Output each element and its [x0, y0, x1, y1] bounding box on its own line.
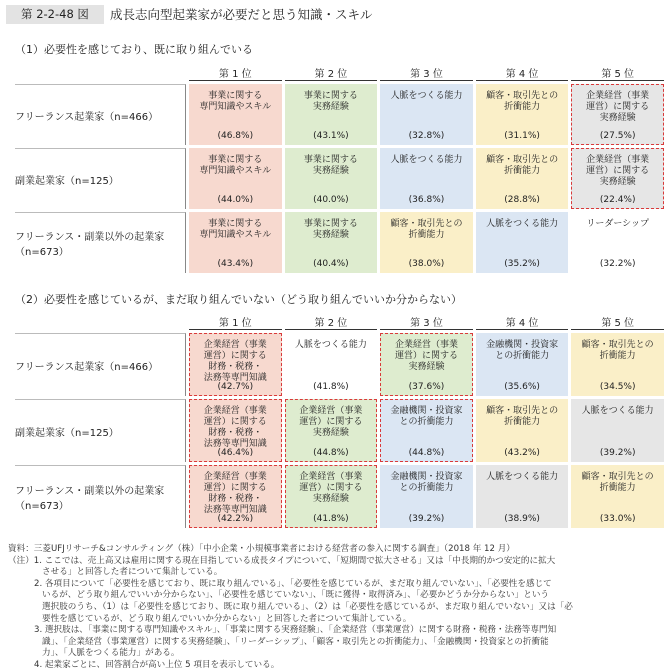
figure-title: 成長志向型起業家が必要だと思う知識・スキル [110, 7, 373, 22]
skill-cell [476, 333, 569, 396]
skill-percentage: (32.8%) [408, 131, 445, 141]
skill-percentage: (35.2%) [504, 259, 540, 269]
skill-cell [380, 148, 473, 209]
skill-percentage: (35.6%) [504, 382, 540, 392]
note-line: （注）1. ここでは、売上高又は雇用に関する現在目指している成長タイプについて、「短期間で拡大させる」又は「中長期的かつ安定的に拡大 [8, 555, 556, 566]
skill-cell [189, 212, 282, 273]
rank-header: 第 2 位 [285, 65, 378, 81]
rank-header: 第 4 位 [476, 314, 569, 330]
rank-header: 第 5 位 [571, 314, 664, 330]
skill-cell [285, 399, 378, 462]
rank-header: 第 1 位 [189, 314, 282, 330]
table-row [15, 333, 664, 396]
note-line: 2. 各項目について「必要性を感じており、既に取り組んでいる」、「必要性を感じているが、まだ取り組んでいない」、「必要性を感じて [34, 578, 552, 589]
skill-percentage: (39.2%) [408, 514, 445, 524]
skill-name: 企業経営（事業 運営）に関する 財務・税務・ 法務等専門知識 [203, 340, 267, 383]
skill-percentage: (40.0%) [313, 195, 349, 205]
skill-name: 人脈をつくる能力 [581, 406, 654, 416]
skill-cell [285, 333, 378, 396]
notes [8, 544, 663, 672]
skill-percentage: (31.1%) [504, 131, 540, 141]
skill-name: 人脈をつくる能力 [486, 472, 559, 482]
skill-percentage: (36.8%) [408, 195, 445, 205]
skill-percentage: (33.0%) [599, 514, 636, 524]
skill-name: 企業経営（事業 運営）に関する 財務・税務・ 法務等専門知識 [203, 406, 267, 449]
table-corner [15, 314, 186, 330]
skill-cell [476, 212, 569, 273]
skill-name: 金融機関・投資家 との折衝能力 [390, 406, 463, 427]
note-line: 要性を感じているが、どう取り組んでいいか分からない」と回答した者について集計している。 [42, 613, 412, 624]
row-label: フリーランス・副業以外の起業家 （n=673） [15, 465, 186, 528]
table-corner [15, 65, 186, 81]
skill-cell [189, 399, 282, 462]
skill-percentage: (38.0%) [408, 259, 445, 269]
skill-name: 企業経営（事業 運営）に関する 実務経験 [299, 406, 363, 438]
skill-cell [285, 465, 378, 528]
skill-cell [189, 333, 282, 396]
skill-percentage: (43.2%) [504, 448, 540, 458]
note-line: させる」と回答した者について集計している。 [42, 567, 223, 578]
skill-cell [380, 333, 473, 396]
skill-percentage: (44.8%) [408, 448, 445, 458]
skill-cell [476, 84, 569, 145]
note-line: 力」、「人脈をつくる能力」がある。 [42, 648, 180, 659]
skill-percentage: (41.8%) [313, 382, 349, 392]
skill-cell [380, 212, 473, 273]
section1-table [12, 62, 667, 276]
skill-percentage: (22.4%) [599, 195, 636, 205]
rank-header: 第 5 位 [571, 65, 664, 81]
skill-name: 事業に関する 専門知識やスキル [199, 219, 272, 240]
skill-percentage: (39.2%) [599, 448, 636, 458]
skill-cell [380, 399, 473, 462]
rank-header: 第 3 位 [380, 65, 473, 81]
skill-name: 人脈をつくる能力 [294, 340, 367, 350]
note-line: 選択肢のうち、（1）は「必要性を感じており、既に取り組んでいる」、（2）は「必要性を感じているが、まだ取り組んでいない」又は「必 [42, 601, 573, 612]
rank-header: 第 4 位 [476, 65, 569, 81]
skill-name: 事業に関する 専門知識やスキル [199, 155, 272, 176]
skill-name: 人脈をつくる能力 [390, 155, 463, 165]
note-line: 3. 選択肢は、「事業に関する専門知識やスキル」、「事業に関する実務経験」、「企業経営（事業運営）に関する財務・税務・法務等専門知 [34, 625, 557, 636]
skill-name: 顧客・取引先との 折衝能力 [486, 91, 559, 112]
skill-name: 顧客・取引先との 折衝能力 [581, 340, 654, 361]
skill-cell [476, 148, 569, 209]
skill-name: 企業経営（事業 運営）に関する 実務経験 [299, 472, 363, 504]
skill-percentage: (32.2%) [599, 259, 636, 269]
skill-name: 人脈をつくる能力 [486, 219, 559, 229]
section2-table [12, 311, 667, 531]
skill-cell [285, 148, 378, 209]
skill-name: 金融機関・投資家 との折衝能力 [486, 340, 559, 361]
skill-name: 顧客・取引先との 折衝能力 [486, 406, 559, 427]
figure-header [0, 0, 669, 27]
skill-percentage: (42.2%) [217, 514, 254, 524]
skill-name: 人脈をつくる能力 [390, 91, 463, 101]
skill-percentage: (46.8%) [217, 131, 254, 141]
skill-cell [476, 465, 569, 528]
skill-name: 事業に関する 実務経験 [303, 155, 358, 176]
skill-percentage: (34.5%) [599, 382, 636, 392]
skill-cell [189, 84, 282, 145]
figure-label: 第 2-2-48 図 [6, 5, 104, 24]
rank-header: 第 2 位 [285, 314, 378, 330]
skill-cell [571, 399, 664, 462]
skill-cell [285, 84, 378, 145]
rank-header: 第 1 位 [189, 65, 282, 81]
skill-cell [380, 465, 473, 528]
skill-percentage: (43.1%) [313, 131, 349, 141]
skill-cell [380, 84, 473, 145]
skill-cell [571, 148, 664, 209]
row-label: フリーランス起業家（n=466） [15, 333, 186, 396]
skill-percentage: (43.4%) [217, 259, 254, 269]
skill-cell [189, 148, 282, 209]
row-label: フリーランス起業家（n=466） [15, 84, 186, 145]
skill-name: 企業経営（事業 運営）に関する 財務・税務・ 法務等専門知識 [203, 472, 267, 515]
skill-percentage: (38.9%) [504, 514, 540, 524]
row-label: フリーランス・副業以外の起業家 （n=673） [15, 212, 186, 273]
section2-title: （2）必要性を感じているが、まだ取り組んでいない（どう取り組んでいいか分からない） [15, 293, 462, 306]
row-label: 副業起業家（n=125） [15, 399, 186, 462]
skill-name: 企業経営（事業 運営）に関する 実務経験 [586, 91, 650, 123]
skill-cell [571, 333, 664, 396]
skill-name: 事業に関する 専門知識やスキル [199, 91, 272, 112]
note-line: いるが、どう取り組んでいいか分からない」、「必要性を感じていない」、「既に獲得・取得済み」、「必要かどうか分からない」という [42, 590, 550, 601]
skill-name: 事業に関する 実務経験 [303, 219, 358, 240]
rank-header: 第 3 位 [380, 314, 473, 330]
skill-name: リーダーシップ [586, 219, 649, 229]
skill-percentage: (44.8%) [313, 448, 349, 458]
skill-cell [571, 84, 664, 145]
skill-cell [571, 212, 664, 273]
table-row [15, 399, 664, 462]
skill-percentage: (44.0%) [217, 195, 254, 205]
skill-cell [189, 465, 282, 528]
skill-percentage: (37.6%) [408, 382, 445, 392]
table-row [15, 84, 664, 145]
skill-name: 顧客・取引先との 折衝能力 [581, 472, 654, 493]
skill-percentage: (42.7%) [217, 382, 254, 392]
skill-percentage: (41.8%) [313, 514, 349, 524]
note-line: 識」、「企業経営（事業運営）に関する実務経験」、「リーダーシップ」、「顧客・取引先との折衝能力」、「金融機関・投資家との折衝能 [42, 636, 549, 647]
skill-percentage: (27.5%) [599, 131, 636, 141]
table-row [15, 212, 664, 273]
skill-cell [571, 465, 664, 528]
skill-cell [476, 399, 569, 462]
skill-name: 事業に関する 実務経験 [303, 91, 358, 112]
skill-name: 顧客・取引先との 折衝能力 [390, 219, 463, 240]
skill-percentage: (40.4%) [313, 259, 349, 269]
skill-name: 企業経営（事業 運営）に関する 実務経験 [394, 340, 458, 372]
skill-cell [285, 212, 378, 273]
source-note: 資料：三菱UFJリサーチ&コンサルティング（株）「中小企業・小規模事業者における経営者の参入に関する調査」（2018 年 12 月） [8, 544, 515, 554]
table-row [15, 465, 664, 528]
note-line: 4. 起業家ごとに、回答割合が高い上位 5 項目を表示している。 [34, 659, 280, 670]
table-row [15, 148, 664, 209]
skill-percentage: (46.4%) [217, 448, 254, 458]
row-label: 副業起業家（n=125） [15, 148, 186, 209]
skill-percentage: (28.8%) [504, 195, 540, 205]
section1-title: （1）必要性を感じており、既に取り組んでいる [15, 43, 253, 56]
skill-name: 企業経営（事業 運営）に関する 実務経験 [586, 155, 650, 187]
skill-name: 顧客・取引先との 折衝能力 [486, 155, 559, 176]
skill-name: 金融機関・投資家 との折衝能力 [390, 472, 463, 493]
